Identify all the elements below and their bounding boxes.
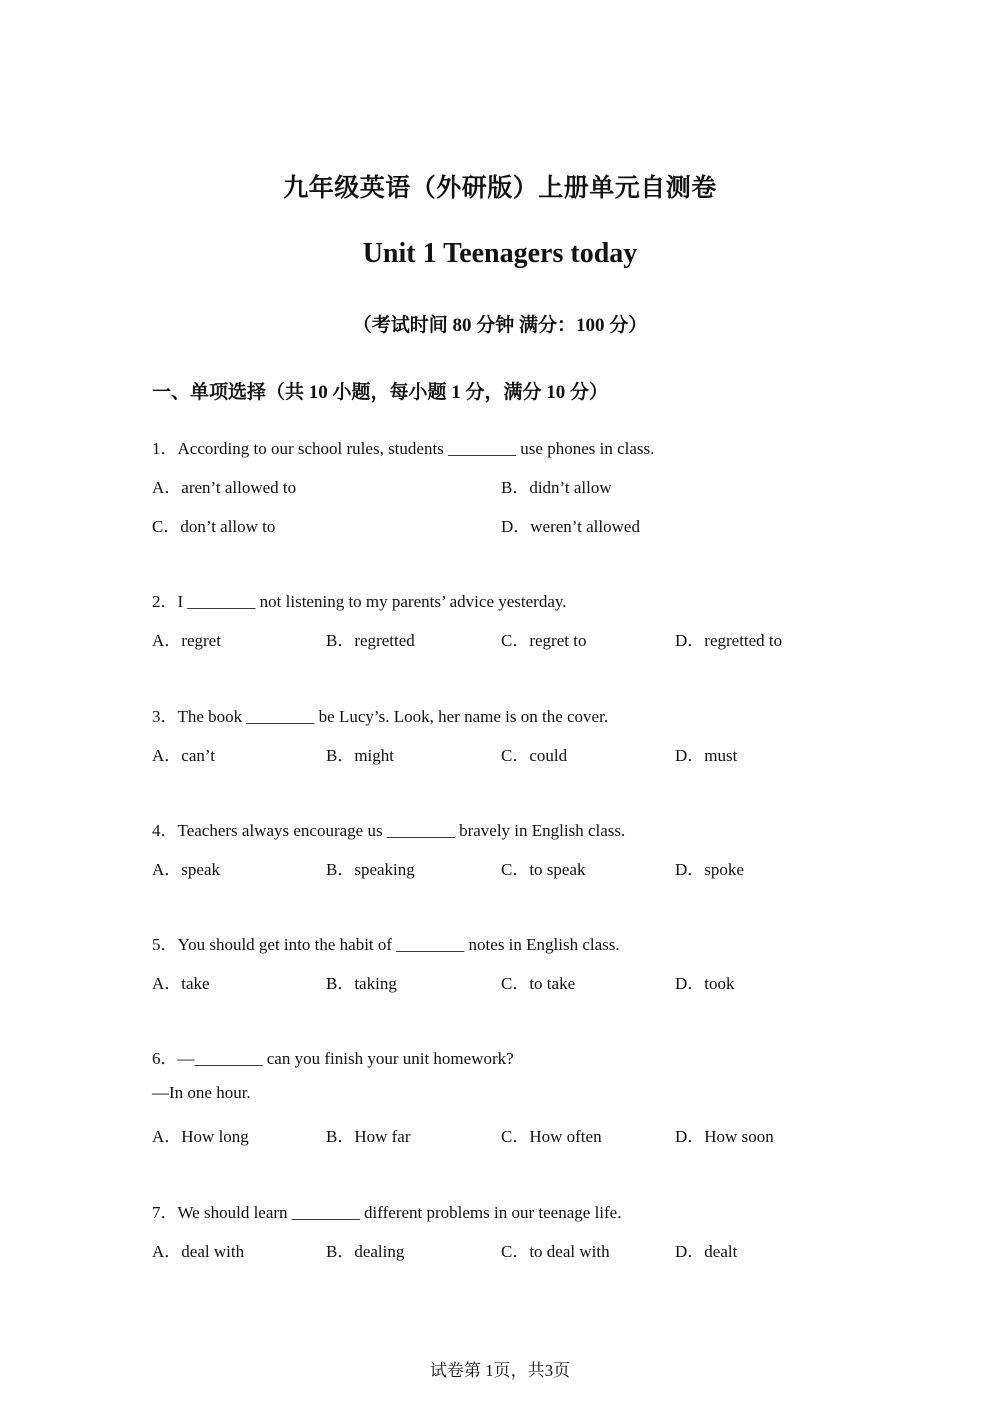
option-c[interactable]: C．regret to [501, 631, 587, 650]
option-a[interactable]: A．take [152, 974, 210, 993]
option-c[interactable]: C．don’t allow to [152, 517, 276, 536]
option-a[interactable]: A．can’t [152, 746, 215, 765]
option-a[interactable]: A．regret [152, 631, 221, 650]
question-stem: 7．We should learn ________ different problems in our teenage life. [152, 1203, 622, 1222]
option-c[interactable]: C．could [501, 746, 568, 765]
question-stem: 5．You should get into the habit of ________ notes in English class. [152, 935, 620, 954]
option-d[interactable]: D．spoke [675, 860, 744, 879]
question-stem: 6．—________ can you finish your unit homework? [152, 1049, 514, 1068]
option-b[interactable]: B．taking [326, 974, 397, 993]
option-a[interactable]: A．aren’t allowed to [152, 478, 297, 497]
question-stem: 2．I ________ not listening to my parents’ advice yesterday. [152, 592, 567, 611]
option-d[interactable]: D．How soon [675, 1127, 774, 1146]
page-title: 九年级英语（外研版）上册单元自测卷 [283, 173, 717, 202]
option-d[interactable]: D．weren’t allowed [501, 517, 640, 536]
option-b[interactable]: B．regretted [326, 631, 415, 650]
option-d[interactable]: D．dealt [675, 1242, 738, 1261]
option-a[interactable]: A．How long [152, 1127, 249, 1146]
option-a[interactable]: A．speak [152, 860, 220, 879]
option-d[interactable]: D．regretted to [675, 631, 783, 650]
option-b[interactable]: B．speaking [326, 860, 415, 879]
option-b[interactable]: B．dealing [326, 1242, 405, 1261]
option-b[interactable]: B．How far [326, 1127, 411, 1146]
option-b[interactable]: B．didn’t allow [501, 478, 612, 497]
page-footer: 试卷第 1页，共3页 [429, 1361, 571, 1380]
unit-title: Unit 1 Teenagers today [362, 238, 638, 269]
option-d[interactable]: D．took [675, 974, 735, 993]
option-c[interactable]: C．to deal with [501, 1242, 610, 1261]
option-c[interactable]: C．How often [501, 1127, 602, 1146]
question-stem: 4．Teachers always encourage us ________ bravely in English class. [152, 821, 626, 840]
option-c[interactable]: C．to take [501, 974, 576, 993]
question-stem: 1．According to our school rules, students ________ use phones in class. [152, 439, 655, 458]
option-b[interactable]: B．might [326, 746, 395, 765]
option-d[interactable]: D．must [675, 746, 738, 765]
answer-line: —In one hour. [152, 1083, 251, 1102]
exam-info: （考试时间 80 分钟 满分：100 分） [352, 315, 648, 336]
option-c[interactable]: C．to speak [501, 860, 586, 879]
question-stem: 3．The book ________ be Lucy’s. Look, her name is on the cover. [152, 707, 609, 726]
section-heading: 一、单项选择（共 10 小题，每小题 1 分，满分 10 分） [152, 382, 609, 403]
option-a[interactable]: A．deal with [152, 1242, 245, 1261]
